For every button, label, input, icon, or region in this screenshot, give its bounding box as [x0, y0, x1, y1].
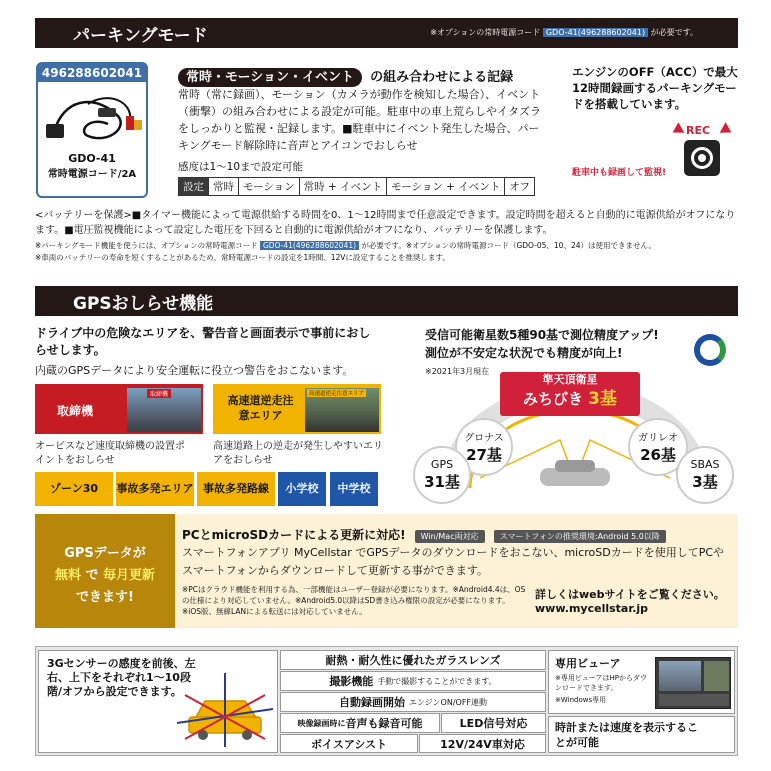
zone-junior-high: 中学校	[330, 472, 378, 506]
update-de: で	[80, 568, 104, 583]
clock-text: 時計または速度を表示することが可能	[555, 721, 698, 749]
product-name: GDO-41	[68, 152, 116, 165]
parking-note-1	[35, 240, 745, 251]
sat-sbas	[676, 446, 734, 504]
note1-code: GDO-41(496288602041)	[260, 241, 359, 250]
product-code: 496288602041	[38, 64, 146, 82]
parking-settings-bar	[178, 177, 535, 196]
viewer-note-2: ※Windows専用	[555, 696, 607, 704]
viewer-box	[548, 650, 735, 714]
galileo-name: ガリレオ	[638, 433, 678, 444]
glonass-name: グロナス	[464, 433, 504, 444]
gps-section-title: GPSおしらせ機能	[73, 294, 214, 314]
speed-camera-screen-label: 取締機	[147, 389, 171, 398]
option-note-suffix: が必要です。	[650, 28, 698, 37]
gsensor-box	[38, 650, 278, 753]
audio-prefix: 映像録画時に	[297, 718, 346, 728]
wrong-way-screen	[305, 388, 379, 432]
update-title-row	[182, 524, 666, 543]
update-line-2	[35, 564, 175, 583]
sat-headline-2: 測位が不安定な状況でも精度が向上!	[425, 346, 623, 360]
update-body: スマートフォンアプリ MyCellstar でGPSデータのダウンロードをおこない、microSDカードを使用してPCやスマートフォンからダウンロードして更新する事ができます。	[182, 546, 725, 577]
q-logo-icon	[694, 334, 726, 366]
update-free: 無料	[54, 568, 81, 583]
parking-header-band	[35, 18, 738, 48]
audio-main: 音声も録音可能	[345, 717, 423, 730]
gps-header-band	[35, 286, 738, 316]
rec-arrow-left-icon	[670, 122, 685, 137]
parking-body: 常時（常に録画）、モーション（カメラが動作を検知した場合）、イベント（衝撃）の組み合わせによる設定が可能。駐車中の車上荒らしやイタズラをしっかりと監視・記録します。■駐車中にイベント発生した場合、パーキングモード解除時に音声とアイコンでおしらせ	[178, 88, 541, 152]
product-desc: 常時電源コード/2A	[47, 169, 137, 180]
setting-motion: モーション	[239, 178, 300, 196]
parking-headline	[178, 66, 513, 85]
glonass-count: 27基	[466, 446, 502, 464]
update-notes: ※PCはクラウド機能を利用する為、一部機能はユーザー登録が必要になります。※Android4.4は、OSの仕様により対応していません。※Android5.0以降はSD書き込み権限の設定が必要になります。※iOS版、無線LANによる転送には対応していません。	[182, 585, 526, 616]
parking-option-note	[430, 27, 698, 38]
parking-sensitivity: 感度は1～10まで設定可能	[178, 161, 304, 173]
sbas-name: SBAS	[690, 458, 720, 471]
speed-camera-card	[35, 384, 203, 434]
update-web-label: 詳しくはwebサイトをご覧ください。	[535, 588, 725, 601]
gps-count: 31基	[424, 473, 460, 491]
gps-lead: ドライブ中の危険なエリアを、警告音と画面表示で事前におしらせします。	[35, 326, 371, 357]
gsensor-text: 3Gセンサーの感度を前後、左右、上下をそれぞれ1～10段階/オフから設定できます。	[47, 657, 196, 698]
rec-caption: 駐車中も録画して監視!	[572, 168, 667, 178]
feature-lens: 耐熱・耐久性に優れたガラスレンズ	[280, 650, 546, 670]
update-monthly: 毎月更新	[103, 568, 156, 583]
zone-elementary-school: 小学校	[278, 472, 326, 506]
gps-name: GPS	[430, 458, 454, 471]
michibiki-name: みちびき	[523, 390, 584, 408]
michibiki-badge	[500, 372, 640, 416]
speed-camera-screen	[127, 388, 201, 432]
update-line-3: できます!	[76, 590, 134, 605]
feature-led: LED信号対応	[441, 713, 546, 733]
feature-auto-rec	[280, 692, 546, 712]
product-box	[36, 62, 148, 198]
update-left-panel	[35, 514, 175, 628]
viewer-note-1: ※専用ビューアはHPからダウンロードできます。	[555, 674, 647, 692]
rec-record-icon	[684, 140, 720, 176]
capture-label: 撮影機能	[329, 675, 374, 688]
michibiki-count: 3基	[588, 389, 617, 409]
auto-rec-label: 自動録画開始	[338, 696, 405, 709]
zone-accident-area: 事故多発エリア	[116, 472, 194, 506]
update-line-1: GPSデータが	[64, 546, 146, 561]
viewer-title: 専用ビューア	[555, 657, 621, 670]
settings-label: 設定	[179, 178, 209, 196]
auto-rec-note: エンジンON/OFF連動	[408, 697, 488, 707]
rec-arrow-right-icon	[720, 122, 735, 137]
parking-section-title: パーキングモード	[73, 26, 208, 46]
setting-always: 常時	[209, 178, 239, 196]
wrong-way-screen-label: 高速道逆走注意エリア	[309, 391, 365, 397]
feature-voice: ボイスアシスト	[280, 734, 418, 753]
rec-label: REC	[686, 124, 711, 137]
wrong-way-caption: 高速道路上の逆走が発生しやすいエリアをおしらせ	[213, 441, 383, 466]
feature-voltage: 12V/24V車対応	[419, 734, 546, 753]
gps-sub: 内蔵のGPSデータにより安全運転に役立つ警告をおこないます。	[35, 364, 354, 377]
engine-off-text: エンジンのOFF（ACC）で最大12時間録画するパーキングモードを搭載しています。	[572, 65, 738, 111]
headline-rest: の組み合わせによる記録	[370, 70, 514, 85]
setting-off: オフ	[505, 178, 535, 196]
note1-suffix: が必要です。※オプションの常時電源コード（GDO-05、10、24）は使用できません。	[361, 241, 656, 250]
update-tag-android: スマートフォンの推奨環境:Android 5.0以降	[494, 530, 666, 543]
sat-headline-1: 受信可能衛星数5種90基で測位精度アップ!	[425, 328, 659, 342]
car-axes-icon	[175, 669, 275, 749]
capture-note: 手動で撮影することができます。	[377, 676, 497, 686]
note1-prefix: ※パーキングモード機能を使うには、オプションの常時電源コード	[35, 241, 258, 250]
parking-note-2: ※車両のバッテリーの寿命を短くすることがあるため、常時電源コードの設定を1時間、12Vに設定することを推奨します。	[35, 253, 450, 262]
setting-always-event: 常時 + イベント	[299, 178, 386, 196]
michibiki-name-row	[500, 387, 640, 411]
power-cord-icon	[38, 86, 146, 152]
battery-text: <バッテリーを保護>■タイマー機能によって電源供給する時間を0、1～12時間まで任意設定できます。設定時間を超えると自動的に電源供給がオフになります。■電圧監視機能によって設定した電圧を下回ると自動的に電源供給がオフになり、バッテリーを保護します。	[35, 210, 736, 236]
wrong-way-label: 高速道逆走注意エリア	[227, 394, 294, 422]
option-note-prefix: ※オプションの常時電源コード	[430, 28, 541, 37]
clock-box	[548, 716, 735, 753]
update-tag-winmac: Win/Mac両対応	[415, 530, 485, 543]
speed-camera-caption: オービスなど速度取締機の設置ポイントをおしらせ	[35, 441, 185, 466]
michibiki-label: 準天頂衛星	[542, 373, 598, 386]
option-note-code: GDO-41(496288602041)	[543, 28, 648, 37]
wrong-way-card	[213, 384, 381, 434]
feature-capture	[280, 671, 546, 691]
sat-date: ※2021年3月現在	[425, 367, 490, 376]
setting-motion-event: モーション + イベント	[387, 178, 505, 196]
update-title: PCとmicroSDカードによる更新に対応!	[182, 528, 406, 542]
headline-highlight: 常時・モーション・イベント	[178, 68, 362, 87]
zone-30: ゾーン30	[35, 472, 113, 506]
speed-camera-label: 取締機	[57, 404, 94, 418]
feature-audio	[280, 713, 440, 733]
galileo-count: 26基	[640, 446, 676, 464]
sbas-count: 3基	[692, 473, 718, 491]
sat-gps	[413, 446, 471, 504]
viewer-screenshot	[655, 657, 731, 709]
update-web-url[interactable]: www.mycellstar.jp	[535, 602, 649, 615]
zone-accident-route: 事故多発路線	[197, 472, 275, 506]
